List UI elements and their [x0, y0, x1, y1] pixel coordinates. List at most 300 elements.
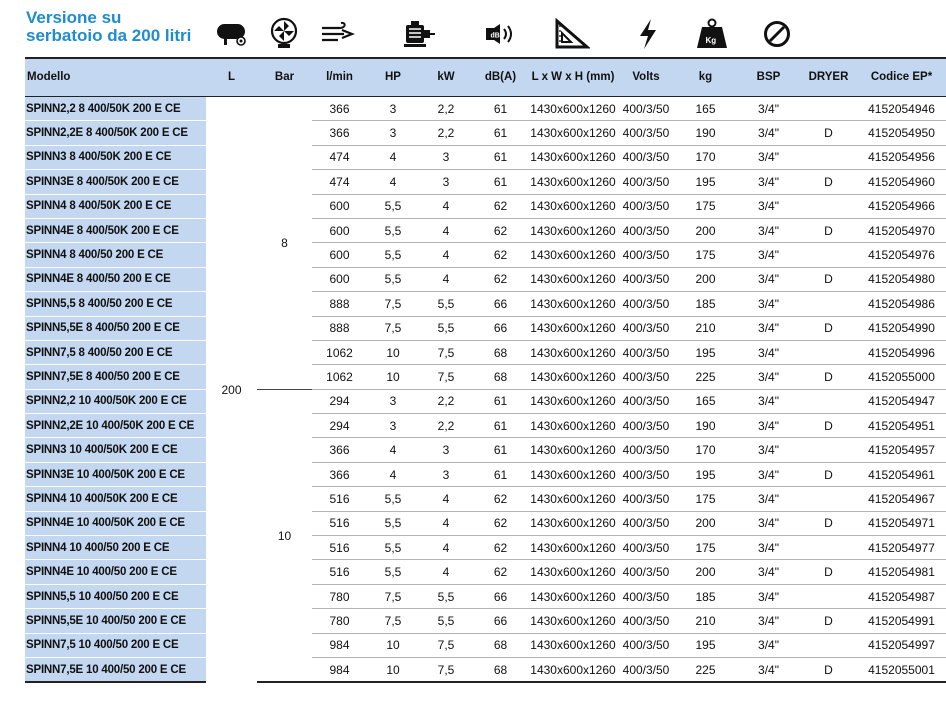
model-cell: SPINN7,5 8 400/50 200 E CE — [25, 340, 206, 364]
hp-cell: 3 — [367, 414, 419, 438]
volts-cell: 400/3/50 — [618, 462, 674, 486]
dimensions-cell: 1430x600x1260 — [528, 560, 618, 584]
hp-cell: 5,5 — [367, 267, 419, 291]
hp-cell: 5,5 — [367, 511, 419, 535]
table-row — [25, 633, 946, 657]
dimensions-cell: 1430x600x1260 — [528, 97, 618, 121]
bar-cell: 10 — [257, 389, 312, 682]
volts-cell: 400/3/50 — [618, 292, 674, 316]
col-header-bsp: BSP — [737, 58, 800, 97]
code-cell: 4152055001 — [857, 657, 946, 682]
col-header-dryer: DRYER — [800, 58, 857, 97]
pipe-diameter-icon — [757, 14, 797, 54]
volts-cell: 400/3/50 — [618, 194, 674, 218]
kg-cell: 200 — [674, 511, 737, 535]
model-cell: SPINN4E 8 400/50K 200 E CE — [25, 218, 206, 242]
kw-cell: 7,5 — [419, 657, 473, 682]
col-header-code: Codice EP* — [857, 58, 946, 97]
hp-cell: 4 — [367, 145, 419, 169]
lmin-cell: 366 — [312, 121, 367, 145]
col-header-bar: Bar — [257, 58, 312, 97]
col-header-hp: HP — [367, 58, 419, 97]
code-cell: 4152054996 — [857, 340, 946, 364]
code-cell: 4152054981 — [857, 560, 946, 584]
lmin-cell: 474 — [312, 145, 367, 169]
db-cell: 68 — [473, 657, 528, 682]
dryer-cell — [800, 389, 857, 413]
lmin-cell: 888 — [312, 316, 367, 340]
volts-cell: 400/3/50 — [618, 633, 674, 657]
model-cell: SPINN7,5 10 400/50 200 E CE — [25, 633, 206, 657]
dimensions-cell: 1430x600x1260 — [528, 487, 618, 511]
volts-cell: 400/3/50 — [618, 145, 674, 169]
col-header-volts: Volts — [618, 58, 674, 97]
noise-icon-text: dB — [490, 32, 500, 40]
code-cell: 4152054977 — [857, 536, 946, 560]
kg-cell: 185 — [674, 292, 737, 316]
dryer-cell: D — [800, 267, 857, 291]
lmin-cell: 516 — [312, 487, 367, 511]
volts-cell: 400/3/50 — [618, 340, 674, 364]
volts-cell: 400/3/50 — [618, 609, 674, 633]
hp-cell: 5,5 — [367, 487, 419, 511]
tank-icon — [212, 14, 252, 54]
lmin-cell: 516 — [312, 560, 367, 584]
col-header-dimensions: L x W x H (mm) — [528, 58, 618, 97]
bsp-cell: 3/4" — [737, 316, 800, 340]
table-row — [25, 218, 946, 242]
dryer-cell — [800, 97, 857, 121]
db-cell: 66 — [473, 609, 528, 633]
model-cell: SPINN2,2 8 400/50K 200 E CE — [25, 97, 206, 121]
table-row — [25, 121, 946, 145]
kg-cell: 190 — [674, 414, 737, 438]
bsp-cell: 3/4" — [737, 194, 800, 218]
dryer-cell — [800, 340, 857, 364]
db-cell: 62 — [473, 511, 528, 535]
kg-cell: 170 — [674, 438, 737, 462]
volts-cell: 400/3/50 — [618, 584, 674, 608]
lmin-cell: 516 — [312, 511, 367, 535]
lmin-cell: 294 — [312, 389, 367, 413]
code-cell: 4152054990 — [857, 316, 946, 340]
kw-cell: 2,2 — [419, 97, 473, 121]
kg-cell: 175 — [674, 194, 737, 218]
db-cell: 68 — [473, 633, 528, 657]
db-cell: 62 — [473, 194, 528, 218]
bsp-cell: 3/4" — [737, 218, 800, 242]
spec-icons-row — [0, 14, 946, 54]
kw-cell: 3 — [419, 462, 473, 486]
dimensions-cell: 1430x600x1260 — [528, 194, 618, 218]
dryer-cell — [800, 243, 857, 267]
col-header-db: dB(A) — [473, 58, 528, 97]
kg-cell: 175 — [674, 536, 737, 560]
bsp-cell: 3/4" — [737, 560, 800, 584]
kw-cell: 3 — [419, 170, 473, 194]
volts-cell: 400/3/50 — [618, 536, 674, 560]
kg-cell: 185 — [674, 584, 737, 608]
db-cell: 61 — [473, 97, 528, 121]
kw-cell: 2,2 — [419, 414, 473, 438]
code-cell: 4152054967 — [857, 487, 946, 511]
db-cell: 61 — [473, 438, 528, 462]
volts-cell: 400/3/50 — [618, 414, 674, 438]
hp-cell: 5,5 — [367, 536, 419, 560]
bar-cell: 8 — [257, 97, 312, 390]
bsp-cell: 3/4" — [737, 438, 800, 462]
kg-cell: 195 — [674, 462, 737, 486]
table-row — [25, 414, 946, 438]
code-cell: 4152054997 — [857, 633, 946, 657]
code-cell: 4152055000 — [857, 365, 946, 389]
code-cell: 4152054987 — [857, 584, 946, 608]
kw-cell: 5,5 — [419, 584, 473, 608]
bsp-cell: 3/4" — [737, 170, 800, 194]
bsp-cell: 3/4" — [737, 389, 800, 413]
dryer-cell — [800, 438, 857, 462]
kg-cell: 200 — [674, 218, 737, 242]
lmin-cell: 366 — [312, 97, 367, 121]
dimensions-cell: 1430x600x1260 — [528, 511, 618, 535]
bsp-cell: 3/4" — [737, 584, 800, 608]
air-flow-icon — [318, 14, 358, 54]
bsp-cell: 3/4" — [737, 511, 800, 535]
kw-cell: 4 — [419, 243, 473, 267]
table-header-row — [25, 58, 946, 97]
lmin-cell: 600 — [312, 194, 367, 218]
dimensions-cell: 1430x600x1260 — [528, 267, 618, 291]
db-cell: 66 — [473, 292, 528, 316]
dimensions-cell: 1430x600x1260 — [528, 438, 618, 462]
hp-cell: 10 — [367, 633, 419, 657]
lmin-cell: 984 — [312, 633, 367, 657]
kw-cell: 4 — [419, 511, 473, 535]
hp-cell: 10 — [367, 657, 419, 682]
lmin-cell: 888 — [312, 292, 367, 316]
model-cell: SPINN3E 8 400/50K 200 E CE — [25, 170, 206, 194]
lmin-cell: 780 — [312, 584, 367, 608]
hp-cell: 4 — [367, 438, 419, 462]
volts-cell: 400/3/50 — [618, 438, 674, 462]
code-cell: 4152054957 — [857, 438, 946, 462]
volts-cell: 400/3/50 — [618, 218, 674, 242]
kg-cell: 210 — [674, 609, 737, 633]
volts-cell: 400/3/50 — [618, 511, 674, 535]
lmin-cell: 474 — [312, 170, 367, 194]
hp-cell: 5,5 — [367, 194, 419, 218]
code-cell: 4152054960 — [857, 170, 946, 194]
kg-cell: 225 — [674, 657, 737, 682]
model-cell: SPINN5,5E 10 400/50 200 E CE — [25, 609, 206, 633]
model-cell: SPINN4E 8 400/50 200 E CE — [25, 267, 206, 291]
kw-cell: 2,2 — [419, 121, 473, 145]
kg-cell: 200 — [674, 560, 737, 584]
table-row — [25, 267, 946, 291]
table-row — [25, 462, 946, 486]
table-row — [25, 365, 946, 389]
dryer-cell: D — [800, 365, 857, 389]
lmin-cell: 600 — [312, 267, 367, 291]
lmin-cell: 984 — [312, 657, 367, 682]
code-cell: 4152054956 — [857, 145, 946, 169]
model-cell: SPINN4 10 400/50K 200 E CE — [25, 487, 206, 511]
table-row — [25, 389, 946, 413]
table-row — [25, 511, 946, 535]
code-cell: 4152054950 — [857, 121, 946, 145]
dryer-cell: D — [800, 218, 857, 242]
bsp-cell: 3/4" — [737, 536, 800, 560]
model-cell: SPINN4E 10 400/50 200 E CE — [25, 560, 206, 584]
kw-cell: 4 — [419, 487, 473, 511]
db-cell: 61 — [473, 462, 528, 486]
code-cell: 4152054947 — [857, 389, 946, 413]
dimensions-cell: 1430x600x1260 — [528, 389, 618, 413]
table-row — [25, 536, 946, 560]
hp-cell: 4 — [367, 462, 419, 486]
volts-cell: 400/3/50 — [618, 487, 674, 511]
hp-cell: 7,5 — [367, 292, 419, 316]
kw-cell: 4 — [419, 267, 473, 291]
code-cell: 4152054966 — [857, 194, 946, 218]
dryer-cell: D — [800, 511, 857, 535]
table-row — [25, 340, 946, 364]
model-cell: SPINN3 8 400/50K 200 E CE — [25, 145, 206, 169]
kw-cell: 7,5 — [419, 633, 473, 657]
bsp-cell: 3/4" — [737, 657, 800, 682]
bsp-cell: 3/4" — [737, 243, 800, 267]
dimensions-icon — [552, 14, 592, 54]
model-cell: SPINN4 8 400/50 200 E CE — [25, 243, 206, 267]
dryer-cell — [800, 292, 857, 316]
volts-cell: 400/3/50 — [618, 365, 674, 389]
db-cell: 66 — [473, 584, 528, 608]
table-row — [25, 438, 946, 462]
col-header-model: Modello — [25, 58, 206, 97]
weight-icon-text: Kg — [705, 36, 717, 45]
volts-cell: 400/3/50 — [618, 560, 674, 584]
col-header-liters: L — [206, 58, 257, 97]
db-cell: 61 — [473, 121, 528, 145]
dryer-cell: D — [800, 170, 857, 194]
table-row — [25, 316, 946, 340]
kg-cell: 195 — [674, 170, 737, 194]
lmin-cell: 780 — [312, 609, 367, 633]
kw-cell: 3 — [419, 438, 473, 462]
kw-cell: 7,5 — [419, 365, 473, 389]
table-row — [25, 657, 946, 682]
table-row — [25, 194, 946, 218]
table-body — [25, 97, 946, 683]
hp-cell: 5,5 — [367, 243, 419, 267]
db-cell: 61 — [473, 170, 528, 194]
kg-cell: 175 — [674, 243, 737, 267]
db-cell: 62 — [473, 267, 528, 291]
model-cell: SPINN7,5E 10 400/50 200 E CE — [25, 657, 206, 682]
dryer-cell — [800, 145, 857, 169]
kg-cell: 190 — [674, 121, 737, 145]
dimensions-cell: 1430x600x1260 — [528, 292, 618, 316]
dryer-cell — [800, 633, 857, 657]
hp-cell: 3 — [367, 389, 419, 413]
model-cell: SPINN7,5E 8 400/50 200 E CE — [25, 365, 206, 389]
kw-cell: 4 — [419, 560, 473, 584]
kw-cell: 4 — [419, 536, 473, 560]
hp-cell: 3 — [367, 121, 419, 145]
dimensions-cell: 1430x600x1260 — [528, 365, 618, 389]
code-cell: 4152054976 — [857, 243, 946, 267]
kg-cell: 170 — [674, 145, 737, 169]
db-cell: 61 — [473, 414, 528, 438]
table-row — [25, 609, 946, 633]
dimensions-cell: 1430x600x1260 — [528, 633, 618, 657]
dryer-cell — [800, 194, 857, 218]
db-cell: 62 — [473, 487, 528, 511]
code-cell: 4152054970 — [857, 218, 946, 242]
lmin-cell: 294 — [312, 414, 367, 438]
dimensions-cell: 1430x600x1260 — [528, 340, 618, 364]
kg-cell: 165 — [674, 389, 737, 413]
bsp-cell: 3/4" — [737, 414, 800, 438]
model-cell: SPINN2,2E 10 400/50K 200 E CE — [25, 414, 206, 438]
bsp-cell: 3/4" — [737, 365, 800, 389]
table-row — [25, 584, 946, 608]
bsp-cell: 3/4" — [737, 145, 800, 169]
lmin-cell: 1062 — [312, 365, 367, 389]
volts-cell: 400/3/50 — [618, 243, 674, 267]
dryer-cell — [800, 536, 857, 560]
dimensions-cell: 1430x600x1260 — [528, 218, 618, 242]
kw-cell: 3 — [419, 145, 473, 169]
volts-cell: 400/3/50 — [618, 170, 674, 194]
voltage-icon — [628, 14, 668, 54]
table-row — [25, 560, 946, 584]
lmin-cell: 366 — [312, 438, 367, 462]
bsp-cell: 3/4" — [737, 292, 800, 316]
kg-cell: 210 — [674, 316, 737, 340]
kw-cell: 4 — [419, 218, 473, 242]
table-row — [25, 97, 946, 121]
volts-cell: 400/3/50 — [618, 316, 674, 340]
weight-icon — [692, 14, 732, 54]
kw-cell: 4 — [419, 194, 473, 218]
bsp-cell: 3/4" — [737, 97, 800, 121]
hp-cell: 10 — [367, 340, 419, 364]
dimensions-cell: 1430x600x1260 — [528, 414, 618, 438]
dimensions-cell: 1430x600x1260 — [528, 536, 618, 560]
motor-icon — [399, 14, 439, 54]
table-row — [25, 292, 946, 316]
hp-cell: 5,5 — [367, 560, 419, 584]
db-cell: 66 — [473, 316, 528, 340]
bsp-cell: 3/4" — [737, 267, 800, 291]
dryer-cell: D — [800, 121, 857, 145]
bsp-cell: 3/4" — [737, 609, 800, 633]
dimensions-cell: 1430x600x1260 — [528, 657, 618, 682]
bsp-cell: 3/4" — [737, 487, 800, 511]
table-row — [25, 170, 946, 194]
kg-cell: 175 — [674, 487, 737, 511]
volts-cell: 400/3/50 — [618, 97, 674, 121]
noise-icon — [480, 14, 520, 54]
code-cell: 4152054991 — [857, 609, 946, 633]
hp-cell: 3 — [367, 97, 419, 121]
dryer-cell: D — [800, 414, 857, 438]
hp-cell: 5,5 — [367, 218, 419, 242]
dryer-cell — [800, 584, 857, 608]
model-cell: SPINN5,5 10 400/50 200 E CE — [25, 584, 206, 608]
col-header-kw: kW — [419, 58, 473, 97]
db-cell: 68 — [473, 365, 528, 389]
model-cell: SPINN4 10 400/50 200 E CE — [25, 536, 206, 560]
dimensions-cell: 1430x600x1260 — [528, 121, 618, 145]
dryer-cell: D — [800, 316, 857, 340]
volts-cell: 400/3/50 — [618, 121, 674, 145]
kg-cell: 165 — [674, 97, 737, 121]
code-cell: 4152054971 — [857, 511, 946, 535]
lmin-cell: 366 — [312, 462, 367, 486]
model-cell: SPINN4E 10 400/50K 200 E CE — [25, 511, 206, 535]
model-cell: SPINN5,5E 8 400/50 200 E CE — [25, 316, 206, 340]
hp-cell: 7,5 — [367, 584, 419, 608]
lmin-cell: 516 — [312, 536, 367, 560]
model-cell: SPINN3E 10 400/50K 200 E CE — [25, 462, 206, 486]
kw-cell: 2,2 — [419, 389, 473, 413]
model-cell: SPINN2,2E 8 400/50K 200 E CE — [25, 121, 206, 145]
db-cell: 62 — [473, 560, 528, 584]
table-row — [25, 145, 946, 169]
liters-cell: 200 — [221, 382, 242, 397]
lmin-cell: 600 — [312, 218, 367, 242]
fan-icon — [264, 14, 304, 54]
lmin-cell: 600 — [312, 243, 367, 267]
dimensions-cell: 1430x600x1260 — [528, 584, 618, 608]
volts-cell: 400/3/50 — [618, 657, 674, 682]
table-row — [25, 487, 946, 511]
hp-cell: 10 — [367, 365, 419, 389]
col-header-kg: kg — [674, 58, 737, 97]
kg-cell: 200 — [674, 267, 737, 291]
spec-table — [25, 57, 946, 683]
db-cell: 62 — [473, 218, 528, 242]
db-cell: 61 — [473, 145, 528, 169]
dimensions-cell: 1430x600x1260 — [528, 243, 618, 267]
title-line-1: Versione su — [26, 8, 122, 27]
dimensions-cell: 1430x600x1260 — [528, 609, 618, 633]
dryer-cell: D — [800, 560, 857, 584]
volts-cell: 400/3/50 — [618, 389, 674, 413]
db-cell: 68 — [473, 340, 528, 364]
dimensions-cell: 1430x600x1260 — [528, 145, 618, 169]
bsp-cell: 3/4" — [737, 121, 800, 145]
kg-cell: 195 — [674, 340, 737, 364]
dimensions-cell: 1430x600x1260 — [528, 316, 618, 340]
hp-cell: 4 — [367, 170, 419, 194]
code-cell: 4152054946 — [857, 97, 946, 121]
table-row — [25, 243, 946, 267]
code-cell: 4152054961 — [857, 462, 946, 486]
kw-cell: 5,5 — [419, 316, 473, 340]
hp-cell: 7,5 — [367, 609, 419, 633]
kw-cell: 7,5 — [419, 340, 473, 364]
kw-cell: 5,5 — [419, 292, 473, 316]
bsp-cell: 3/4" — [737, 633, 800, 657]
volts-cell: 400/3/50 — [618, 267, 674, 291]
model-cell: SPINN2,2 10 400/50K 200 E CE — [25, 389, 206, 413]
title-line-2: serbatoio da 200 litri — [26, 26, 192, 45]
kg-cell: 195 — [674, 633, 737, 657]
model-cell: SPINN4 8 400/50K 200 E CE — [25, 194, 206, 218]
